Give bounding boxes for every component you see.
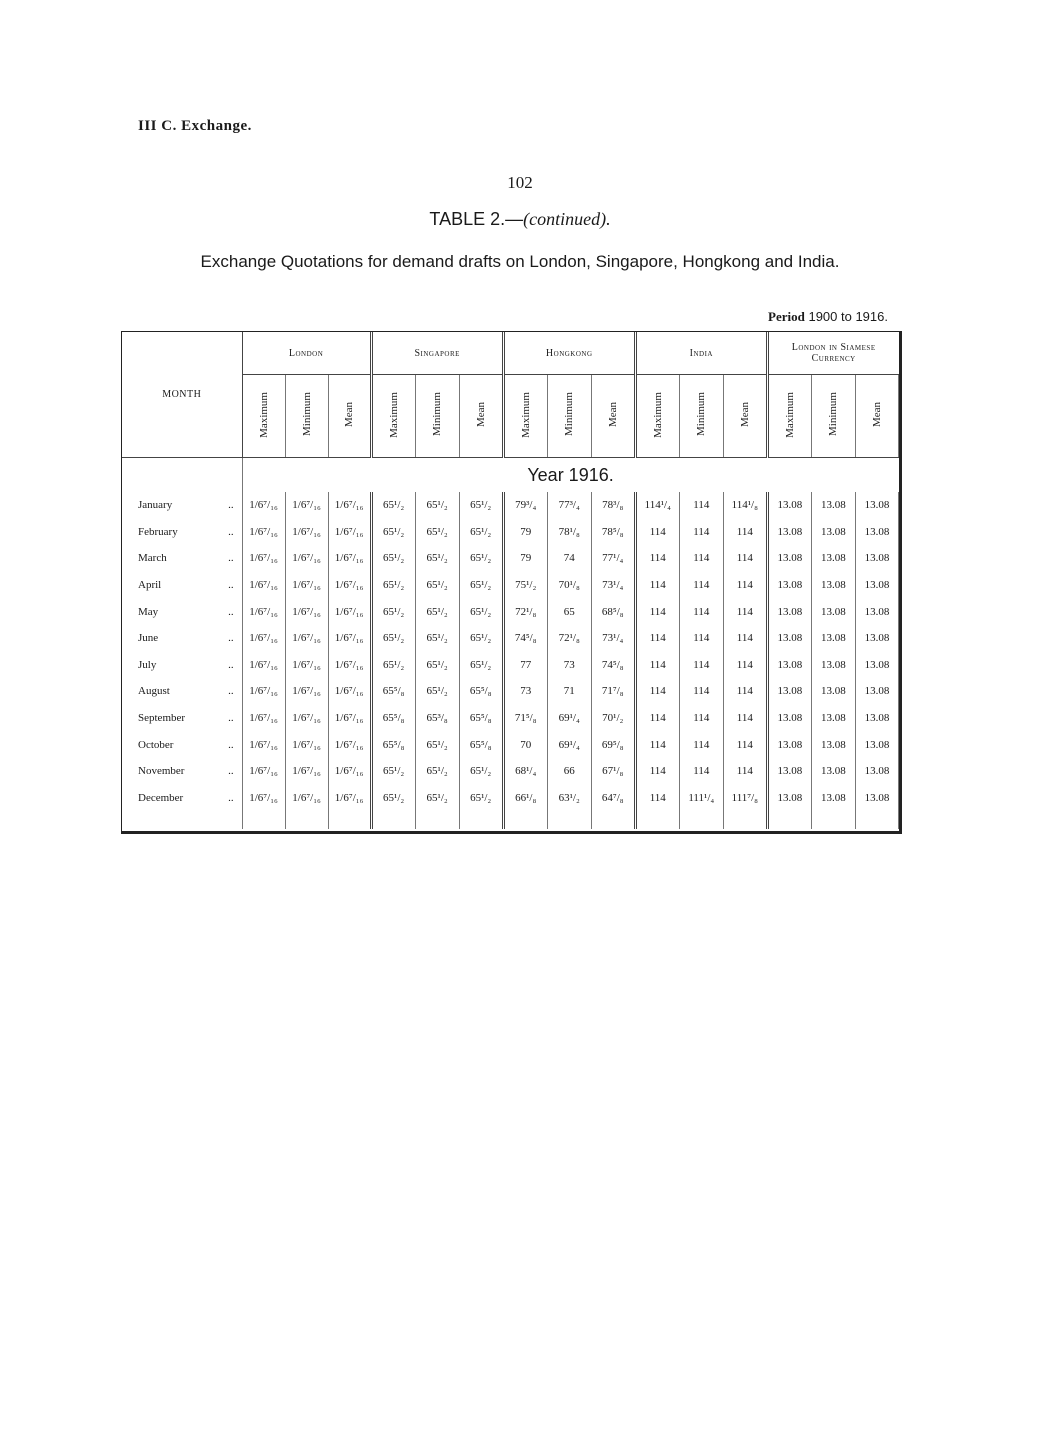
month-name: April bbox=[138, 579, 162, 592]
value-cell: 114 bbox=[723, 652, 767, 679]
value-cell: 74⁵/₈ bbox=[503, 625, 547, 652]
value-cell: 114 bbox=[723, 731, 767, 758]
value-cell: 67¹/₈ bbox=[591, 758, 635, 785]
value-cell: 13.08 bbox=[811, 519, 855, 546]
value-cell: 114 bbox=[635, 758, 679, 785]
sub-header-india-maximum bbox=[635, 375, 679, 458]
value-cell: 114 bbox=[635, 598, 679, 625]
value-cell: 1/6⁷/₁₆ bbox=[285, 625, 328, 652]
sub-header-hongkong-maximum bbox=[503, 375, 547, 458]
value-cell: 13.08 bbox=[811, 731, 855, 758]
value-cell: 114 bbox=[679, 731, 723, 758]
month-cell bbox=[122, 652, 242, 679]
value-cell: 1/6⁷/₁₆ bbox=[242, 785, 285, 812]
sub-header-london-maximum bbox=[242, 375, 285, 458]
value-cell: 65⁵/₈ bbox=[371, 731, 415, 758]
group-header-india: India bbox=[635, 332, 767, 375]
value-cell: 13.08 bbox=[855, 785, 898, 812]
value-cell: 13.08 bbox=[767, 545, 811, 572]
filler-cell bbox=[415, 811, 459, 829]
month-name: February bbox=[138, 525, 178, 538]
value-cell: 114 bbox=[635, 652, 679, 679]
leader-dots: .. bbox=[228, 632, 234, 645]
table-row bbox=[122, 492, 899, 519]
sub-header-label: Maximum bbox=[387, 391, 400, 438]
value-cell: 1/6⁷/₁₆ bbox=[285, 678, 328, 705]
value-cell: 1/6⁷/₁₆ bbox=[328, 731, 371, 758]
period-word: Period bbox=[768, 309, 805, 324]
value-cell: 65³/₈ bbox=[415, 705, 459, 732]
value-cell: 68¹/₄ bbox=[503, 758, 547, 785]
value-cell: 79 bbox=[503, 545, 547, 572]
month-header: MONTH bbox=[122, 332, 242, 458]
filler-cell bbox=[459, 811, 503, 829]
value-cell: 114 bbox=[635, 572, 679, 599]
value-cell: 114 bbox=[635, 785, 679, 812]
value-cell: 65¹/₂ bbox=[415, 519, 459, 546]
page-number: 102 bbox=[507, 173, 533, 192]
table-row bbox=[122, 572, 899, 599]
value-cell: 114 bbox=[679, 705, 723, 732]
value-cell: 114 bbox=[679, 572, 723, 599]
value-cell: 114 bbox=[679, 545, 723, 572]
filler-cell bbox=[242, 811, 285, 829]
leader-dots: .. bbox=[228, 712, 234, 725]
value-cell: 1/6⁷/₁₆ bbox=[285, 572, 328, 599]
month-cell bbox=[122, 758, 242, 785]
sub-header-label: Maximum bbox=[257, 391, 270, 438]
sub-header-label: Maximum bbox=[783, 391, 796, 438]
sub-header-label: Maximum bbox=[519, 391, 532, 438]
value-cell: 70 bbox=[503, 731, 547, 758]
value-cell: 72¹/₈ bbox=[547, 625, 591, 652]
value-cell: 1/6⁷/₁₆ bbox=[285, 785, 328, 812]
value-cell: 13.08 bbox=[767, 652, 811, 679]
month-name: June bbox=[138, 632, 159, 645]
month-cell bbox=[122, 519, 242, 546]
value-cell: 65¹/₂ bbox=[371, 785, 415, 812]
value-cell: 65¹/₂ bbox=[459, 758, 503, 785]
value-cell: 65¹/₂ bbox=[459, 625, 503, 652]
value-cell: 72¹/₈ bbox=[503, 598, 547, 625]
value-cell: 71 bbox=[547, 678, 591, 705]
value-cell: 65¹/₂ bbox=[415, 731, 459, 758]
filler-cell bbox=[723, 811, 767, 829]
value-cell: 1/6⁷/₁₆ bbox=[328, 678, 371, 705]
value-cell: 73 bbox=[503, 678, 547, 705]
sub-header-label: Maximum bbox=[651, 391, 664, 438]
value-cell: 1/6⁷/₁₆ bbox=[242, 598, 285, 625]
value-cell: 13.08 bbox=[855, 492, 898, 519]
month-name: July bbox=[138, 658, 157, 671]
table-row bbox=[122, 625, 899, 652]
value-cell: 114 bbox=[723, 625, 767, 652]
value-cell: 13.08 bbox=[811, 572, 855, 599]
month-name: May bbox=[138, 605, 159, 618]
filler-cell bbox=[547, 811, 591, 829]
section-heading: III C. Exchange. bbox=[138, 118, 252, 134]
value-cell: 1/6⁷/₁₆ bbox=[285, 731, 328, 758]
value-cell: 13.08 bbox=[811, 678, 855, 705]
month-cell bbox=[122, 785, 242, 812]
filler-cell bbox=[503, 811, 547, 829]
value-cell: 66¹/₈ bbox=[503, 785, 547, 812]
value-cell: 1/6⁷/₁₆ bbox=[242, 678, 285, 705]
filler-cell bbox=[855, 811, 898, 829]
sub-header-label: Mean bbox=[474, 401, 487, 428]
sub-header-india-minimum bbox=[679, 375, 723, 458]
value-cell: 1/6⁷/₁₆ bbox=[242, 519, 285, 546]
leader-dots: .. bbox=[228, 525, 234, 538]
value-cell: 111¹/₄ bbox=[679, 785, 723, 812]
value-cell: 114 bbox=[679, 678, 723, 705]
value-cell: 65⁵/₈ bbox=[459, 678, 503, 705]
value-cell: 114 bbox=[679, 519, 723, 546]
value-cell: 114 bbox=[635, 545, 679, 572]
group-header-hongkong: Hongkong bbox=[503, 332, 635, 375]
value-cell: 65¹/₂ bbox=[459, 519, 503, 546]
value-cell: 65¹/₂ bbox=[371, 519, 415, 546]
value-cell: 1/6⁷/₁₆ bbox=[242, 705, 285, 732]
value-cell: 114 bbox=[679, 625, 723, 652]
value-cell: 1/6⁷/₁₆ bbox=[242, 545, 285, 572]
value-cell: 13.08 bbox=[811, 785, 855, 812]
period-label bbox=[768, 309, 888, 325]
group-header-london-siamese: London in Siamese Currency bbox=[767, 332, 898, 375]
value-cell: 1/6⁷/₁₆ bbox=[242, 625, 285, 652]
value-cell: 1/6⁷/₁₆ bbox=[242, 652, 285, 679]
data-body bbox=[122, 492, 899, 811]
period-range: 1900 to 1916. bbox=[808, 309, 888, 324]
month-name: November bbox=[138, 765, 185, 778]
value-cell: 1/6⁷/₁₆ bbox=[328, 545, 371, 572]
sub-header-label: Minimum bbox=[695, 392, 708, 437]
value-cell: 13.08 bbox=[767, 519, 811, 546]
value-cell: 114 bbox=[723, 758, 767, 785]
group-header-london: London bbox=[242, 332, 371, 375]
sub-header-india-mean bbox=[723, 375, 767, 458]
sub-header-london-minimum bbox=[285, 375, 328, 458]
value-cell: 65¹/₂ bbox=[371, 758, 415, 785]
value-cell: 65¹/₂ bbox=[415, 785, 459, 812]
value-cell: 13.08 bbox=[855, 758, 898, 785]
value-cell: 13.08 bbox=[811, 492, 855, 519]
value-cell: 69¹/₄ bbox=[547, 705, 591, 732]
value-cell: 1/6⁷/₁₆ bbox=[328, 758, 371, 785]
value-cell: 1/6⁷/₁₆ bbox=[285, 705, 328, 732]
filler-cell bbox=[591, 811, 635, 829]
value-cell: 13.08 bbox=[767, 598, 811, 625]
value-cell: 1/6⁷/₁₆ bbox=[285, 652, 328, 679]
value-cell: 65¹/₂ bbox=[371, 625, 415, 652]
month-cell bbox=[122, 545, 242, 572]
value-cell: 1/6⁷/₁₆ bbox=[285, 758, 328, 785]
value-cell: 13.08 bbox=[855, 678, 898, 705]
value-cell: 65 bbox=[547, 598, 591, 625]
leader-dots: .. bbox=[228, 765, 234, 778]
value-cell: 114 bbox=[635, 519, 679, 546]
filler-row bbox=[122, 811, 899, 829]
value-cell: 68⁵/₈ bbox=[591, 598, 635, 625]
leader-dots: .. bbox=[228, 791, 234, 804]
value-cell: 65¹/₂ bbox=[459, 652, 503, 679]
sub-header-label: Minimum bbox=[827, 392, 840, 437]
value-cell: 13.08 bbox=[767, 492, 811, 519]
value-cell: 13.08 bbox=[855, 572, 898, 599]
sub-header-label: Minimum bbox=[431, 392, 444, 437]
value-cell: 70¹/₂ bbox=[591, 705, 635, 732]
value-cell: 114¹/₈ bbox=[723, 492, 767, 519]
value-cell: 74⁵/₈ bbox=[591, 652, 635, 679]
group-header-singapore: Singapore bbox=[371, 332, 503, 375]
sub-header-hongkong-mean bbox=[591, 375, 635, 458]
sub-header-label: Minimum bbox=[563, 392, 576, 437]
sub-header-label: Minimum bbox=[300, 392, 313, 437]
value-cell: 65¹/₂ bbox=[371, 545, 415, 572]
value-cell: 13.08 bbox=[811, 652, 855, 679]
sub-header-label: Mean bbox=[343, 401, 356, 428]
exchange-table bbox=[122, 332, 899, 829]
sub-header-london-siamese-mean bbox=[855, 375, 898, 458]
value-cell: 65¹/₂ bbox=[415, 758, 459, 785]
value-cell: 13.08 bbox=[855, 598, 898, 625]
value-cell: 1/6⁷/₁₆ bbox=[285, 598, 328, 625]
filler-cell bbox=[371, 811, 415, 829]
value-cell: 13.08 bbox=[811, 758, 855, 785]
value-cell: 65⁵/₈ bbox=[459, 705, 503, 732]
value-cell: 13.08 bbox=[855, 625, 898, 652]
value-cell: 78⁵/₈ bbox=[591, 519, 635, 546]
month-cell bbox=[122, 572, 242, 599]
month-name: December bbox=[138, 791, 184, 804]
sub-header-singapore-minimum bbox=[415, 375, 459, 458]
value-cell: 114 bbox=[635, 705, 679, 732]
value-cell: 114 bbox=[679, 598, 723, 625]
value-cell: 1/6⁷/₁₆ bbox=[242, 492, 285, 519]
value-cell: 65¹/₂ bbox=[371, 572, 415, 599]
value-cell: 65⁵/₈ bbox=[371, 678, 415, 705]
value-cell: 114 bbox=[723, 519, 767, 546]
value-cell: 78³/₈ bbox=[591, 492, 635, 519]
value-cell: 65¹/₂ bbox=[415, 678, 459, 705]
value-cell: 77¹/₄ bbox=[591, 545, 635, 572]
value-cell: 65¹/₂ bbox=[415, 652, 459, 679]
value-cell: 114 bbox=[635, 625, 679, 652]
value-cell: 65¹/₂ bbox=[459, 492, 503, 519]
value-cell: 65¹/₂ bbox=[415, 492, 459, 519]
value-cell: 65¹/₂ bbox=[459, 572, 503, 599]
table-row bbox=[122, 652, 899, 679]
value-cell: 63¹/₂ bbox=[547, 785, 591, 812]
leader-dots: .. bbox=[228, 579, 234, 592]
value-cell: 1/6⁷/₁₆ bbox=[328, 598, 371, 625]
value-cell: 114 bbox=[723, 598, 767, 625]
exchange-table-frame bbox=[121, 331, 902, 834]
filler-cell bbox=[767, 811, 811, 829]
value-cell: 71⁵/₈ bbox=[503, 705, 547, 732]
sub-header-singapore-maximum bbox=[371, 375, 415, 458]
table-row bbox=[122, 598, 899, 625]
value-cell: 1/6⁷/₁₆ bbox=[285, 519, 328, 546]
value-cell: 77 bbox=[503, 652, 547, 679]
month-cell bbox=[122, 625, 242, 652]
leader-dots: .. bbox=[228, 738, 234, 751]
table-title bbox=[0, 209, 1040, 230]
value-cell: 1/6⁷/₁₆ bbox=[328, 572, 371, 599]
month-cell bbox=[122, 731, 242, 758]
value-cell: 1/6⁷/₁₆ bbox=[285, 545, 328, 572]
value-cell: 1/6⁷/₁₆ bbox=[328, 705, 371, 732]
value-cell: 65⁵/₈ bbox=[459, 731, 503, 758]
month-cell bbox=[122, 705, 242, 732]
value-cell: 13.08 bbox=[855, 705, 898, 732]
month-name: August bbox=[138, 685, 170, 698]
month-name: January bbox=[138, 499, 173, 512]
sub-header-london-mean bbox=[328, 375, 371, 458]
value-cell: 79³/₄ bbox=[503, 492, 547, 519]
value-cell: 78¹/₈ bbox=[547, 519, 591, 546]
value-cell: 1/6⁷/₁₆ bbox=[242, 731, 285, 758]
value-cell: 65¹/₂ bbox=[459, 785, 503, 812]
table-title-main: TABLE 2.— bbox=[429, 209, 524, 229]
value-cell: 114 bbox=[679, 758, 723, 785]
value-cell: 79 bbox=[503, 519, 547, 546]
value-cell: 13.08 bbox=[767, 572, 811, 599]
value-cell: 13.08 bbox=[767, 731, 811, 758]
filler-cell bbox=[285, 811, 328, 829]
sub-header-london-siamese-maximum bbox=[767, 375, 811, 458]
value-cell: 64⁷/₈ bbox=[591, 785, 635, 812]
value-cell: 114¹/₄ bbox=[635, 492, 679, 519]
year-row-spacer bbox=[122, 458, 242, 493]
value-cell: 13.08 bbox=[855, 731, 898, 758]
value-cell: 65¹/₂ bbox=[459, 545, 503, 572]
value-cell: 114 bbox=[679, 652, 723, 679]
value-cell: 65¹/₂ bbox=[371, 652, 415, 679]
value-cell: 13.08 bbox=[811, 545, 855, 572]
value-cell: 69¹/₄ bbox=[547, 731, 591, 758]
value-cell: 13.08 bbox=[811, 625, 855, 652]
value-cell: 114 bbox=[635, 731, 679, 758]
value-cell: 65¹/₂ bbox=[371, 492, 415, 519]
value-cell: 13.08 bbox=[855, 545, 898, 572]
leader-dots: .. bbox=[228, 499, 234, 512]
filler-cell bbox=[679, 811, 723, 829]
leader-dots: .. bbox=[228, 658, 234, 671]
value-cell: 1/6⁷/₁₆ bbox=[242, 572, 285, 599]
month-name: October bbox=[138, 738, 174, 751]
value-cell: 13.08 bbox=[767, 705, 811, 732]
value-cell: 65¹/₂ bbox=[415, 598, 459, 625]
table-row bbox=[122, 758, 899, 785]
value-cell: 77³/₄ bbox=[547, 492, 591, 519]
filler-cell bbox=[635, 811, 679, 829]
value-cell: 71⁷/₈ bbox=[591, 678, 635, 705]
value-cell: 114 bbox=[723, 678, 767, 705]
value-cell: 75¹/₂ bbox=[503, 572, 547, 599]
sub-header-label: Mean bbox=[606, 401, 619, 428]
value-cell: 114 bbox=[679, 492, 723, 519]
value-cell: 66 bbox=[547, 758, 591, 785]
value-cell: 13.08 bbox=[811, 598, 855, 625]
value-cell: 13.08 bbox=[767, 678, 811, 705]
month-cell bbox=[122, 678, 242, 705]
sub-header-label: Mean bbox=[738, 401, 751, 428]
table-row bbox=[122, 545, 899, 572]
value-cell: 73¹/₄ bbox=[591, 572, 635, 599]
value-cell: 13.08 bbox=[767, 625, 811, 652]
value-cell: 111⁷/₈ bbox=[723, 785, 767, 812]
value-cell: 65¹/₂ bbox=[415, 545, 459, 572]
leader-dots: .. bbox=[228, 552, 234, 565]
value-cell: 69⁵/₈ bbox=[591, 731, 635, 758]
value-cell: 1/6⁷/₁₆ bbox=[285, 492, 328, 519]
month-cell bbox=[122, 598, 242, 625]
value-cell: 114 bbox=[723, 545, 767, 572]
value-cell: 13.08 bbox=[767, 785, 811, 812]
filler-cell bbox=[122, 811, 242, 829]
month-name: September bbox=[138, 712, 186, 725]
value-cell: 65¹/₂ bbox=[415, 572, 459, 599]
table-row bbox=[122, 678, 899, 705]
value-cell: 1/6⁷/₁₆ bbox=[328, 785, 371, 812]
value-cell: 73 bbox=[547, 652, 591, 679]
table-row bbox=[122, 731, 899, 758]
sub-header-london-siamese-minimum bbox=[811, 375, 855, 458]
value-cell: 73¹/₄ bbox=[591, 625, 635, 652]
year-label: Year 1916. bbox=[527, 464, 614, 485]
value-cell: 1/6⁷/₁₆ bbox=[328, 625, 371, 652]
value-cell: 74 bbox=[547, 545, 591, 572]
value-cell: 114 bbox=[635, 678, 679, 705]
sub-header-singapore-mean bbox=[459, 375, 503, 458]
table-title-continued: (continued). bbox=[523, 209, 611, 229]
value-cell: 13.08 bbox=[855, 652, 898, 679]
value-cell: 1/6⁷/₁₆ bbox=[328, 519, 371, 546]
value-cell: 13.08 bbox=[855, 519, 898, 546]
value-cell: 70¹/₈ bbox=[547, 572, 591, 599]
table-row bbox=[122, 705, 899, 732]
value-cell: 65¹/₂ bbox=[459, 598, 503, 625]
value-cell: 114 bbox=[723, 572, 767, 599]
value-cell: 1/6⁷/₁₆ bbox=[242, 758, 285, 785]
value-cell: 114 bbox=[723, 705, 767, 732]
value-cell: 65¹/₂ bbox=[371, 598, 415, 625]
value-cell: 1/6⁷/₁₆ bbox=[328, 652, 371, 679]
table-subtitle: Exchange Quotations for demand drafts on London, Singapore, Hongkong and India. bbox=[200, 252, 840, 271]
filler-cell bbox=[328, 811, 371, 829]
value-cell: 65¹/₂ bbox=[415, 625, 459, 652]
table-row bbox=[122, 519, 899, 546]
leader-dots: .. bbox=[228, 685, 234, 698]
month-name: March bbox=[138, 552, 167, 565]
value-cell: 1/6⁷/₁₆ bbox=[328, 492, 371, 519]
sub-header-hongkong-minimum bbox=[547, 375, 591, 458]
value-cell: 13.08 bbox=[811, 705, 855, 732]
value-cell: 65⁵/₈ bbox=[371, 705, 415, 732]
value-cell: 13.08 bbox=[767, 758, 811, 785]
leader-dots: .. bbox=[228, 605, 234, 618]
month-cell bbox=[122, 492, 242, 519]
sub-header-label: Mean bbox=[870, 401, 883, 428]
table-row bbox=[122, 785, 899, 812]
filler-cell bbox=[811, 811, 855, 829]
